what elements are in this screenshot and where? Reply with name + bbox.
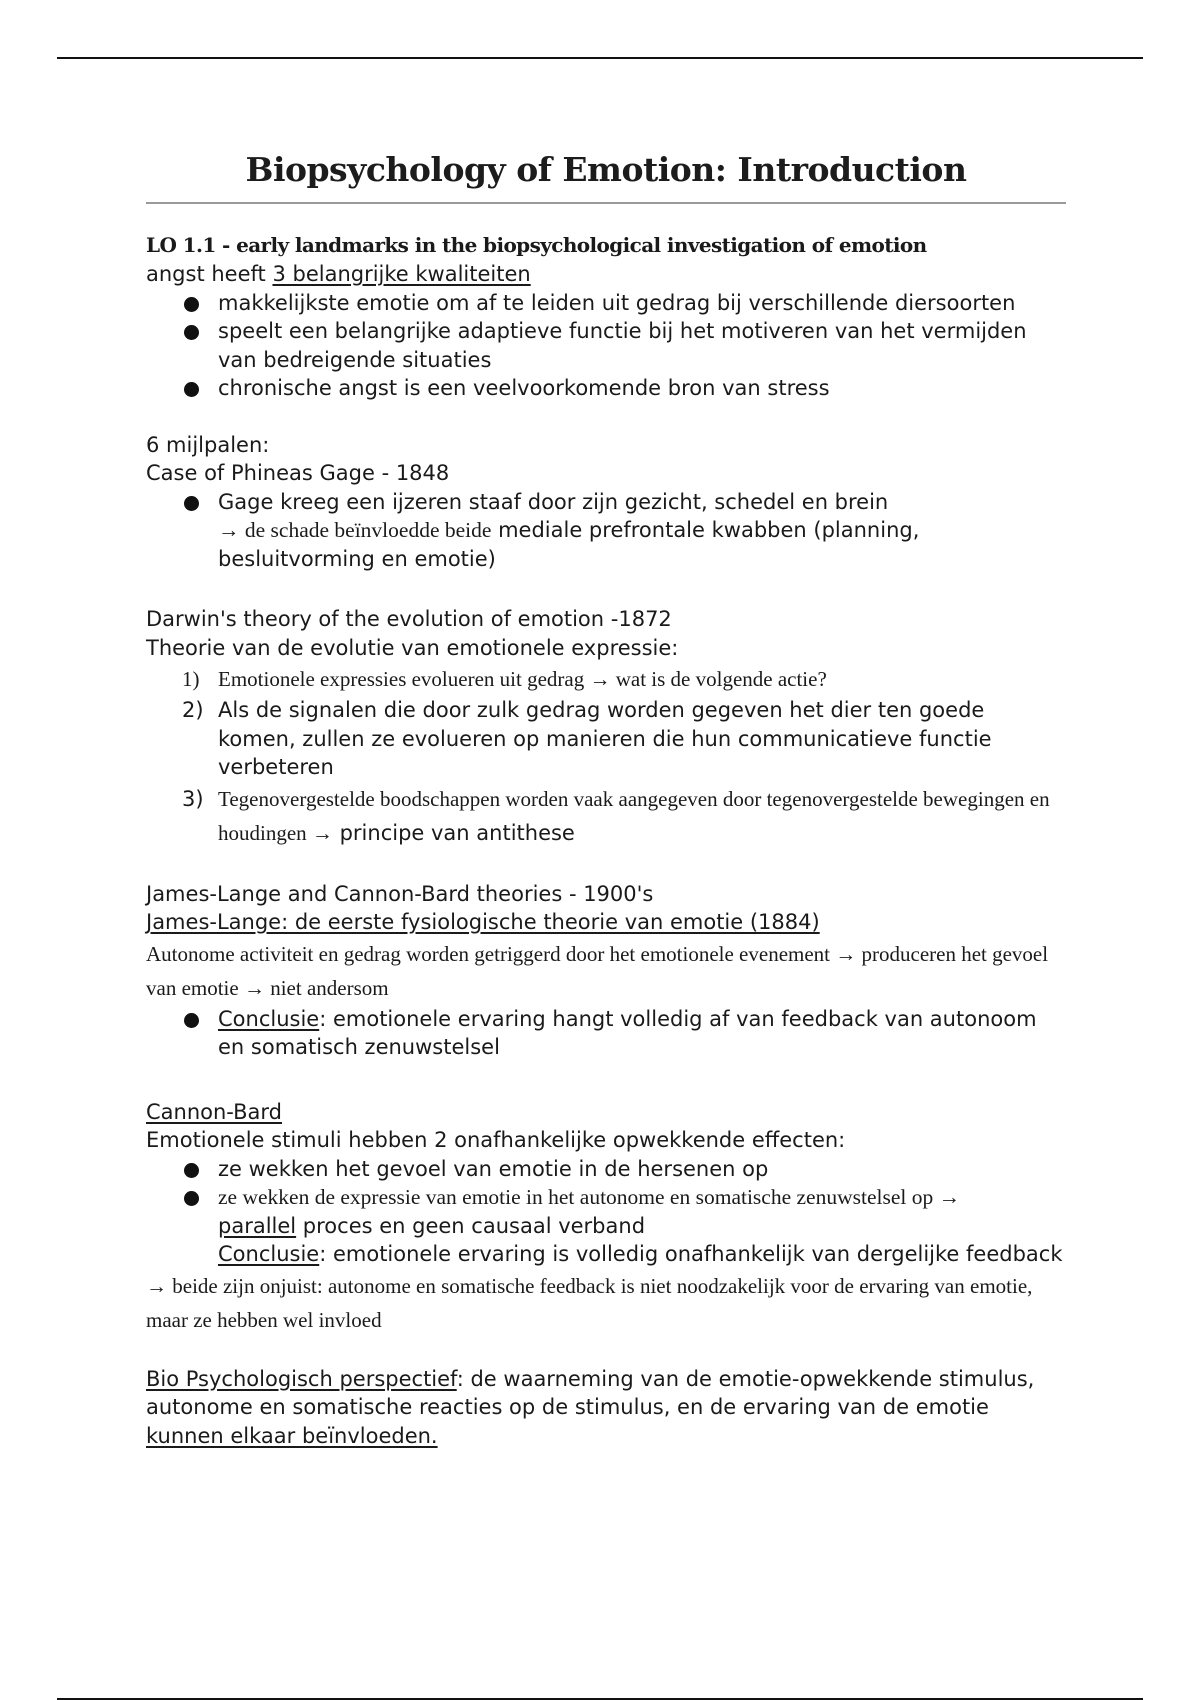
darwin-heading: Darwin's theory of the evolution of emotion -1872	[146, 607, 672, 631]
document-body	[146, 146, 1066, 1450]
lo-heading: LO 1.1 - early landmarks in the biopsychological investigation of emotion	[146, 233, 927, 257]
darwin-numbered-list	[146, 662, 1066, 850]
gage-serif: → de schade beïnvloedde beide	[218, 518, 492, 542]
list-number: 1)	[182, 667, 200, 691]
intro-prefix: angst heeft	[146, 262, 273, 286]
list-item	[146, 1005, 1066, 1062]
gage-bullet-list	[146, 488, 1066, 574]
intro-line	[146, 260, 1066, 289]
james-lange-subheading: James-Lange: de eerste fysiologische theorie van emotie (1884)	[146, 910, 820, 934]
darwin-item1-serif: Emotionele expressies evolueren uit gedrag → wat is de volgende actie?	[218, 667, 827, 691]
darwin-item2-text: Als de signalen die door zulk gedrag worden gegeven het dier ten goede komen, zullen ze evolueren op manieren die hun communicatieve functie verbeteren	[218, 698, 992, 779]
cannon-bard-note: → beide zijn onjuist: autonome en somatische feedback is niet noodzakelijk voor de ervaring van emotie, maar ze hebben wel invloed	[146, 1273, 1033, 1332]
list-item	[146, 488, 1066, 574]
title-divider	[146, 202, 1066, 204]
gage-heading: Case of Phineas Gage - 1848	[146, 461, 450, 485]
darwin-subheading: Theorie van de evolutie van emotionele expressie:	[146, 635, 679, 660]
list-item: speelt een belangrijke adaptieve functie bij het motiveren van het vermijden van bedreigende situaties	[146, 317, 1066, 374]
bio-text: : de waarneming van de emotie-opwekkende stimulus, autonome en somatische reacties op de stimulus, en de ervaring van de emotie	[146, 1366, 1035, 1419]
list-item: ze wekken het gevoel van emotie in de hersenen op	[146, 1155, 1066, 1184]
list-item	[146, 1183, 1066, 1269]
gage-rest: mediale prefrontale kwabben (planning, besluitvorming en emotie)	[218, 518, 920, 571]
james-lange-bullet-list	[146, 1005, 1066, 1062]
list-number: 2)	[182, 698, 204, 722]
james-lange-heading: James-Lange and Cannon-Bard theories - 1900's	[146, 881, 654, 906]
cannon-bard-intro: Emotionele stimuli hebben 2 onafhankelijke opwekkende effecten:	[146, 1128, 846, 1152]
darwin-item3-rest: principe van antithese	[332, 820, 575, 845]
intro-bullet-list	[146, 289, 1066, 403]
bio-underlined-end: kunnen elkaar beïnvloeden.	[146, 1423, 438, 1448]
conclusion-text: : emotionele ervaring is volledig onafhankelijk van dergelijke feedback	[319, 1242, 1063, 1266]
list-number: 3)	[182, 786, 204, 811]
parallel-word: parallel	[218, 1213, 297, 1238]
list-item	[146, 782, 1066, 850]
bio-perspective	[146, 1365, 1066, 1451]
cannon-bullet2-rest: proces en geen causaal verband	[296, 1213, 646, 1238]
intro-underlined: 3 belangrijke kwaliteiten	[272, 262, 531, 286]
list-item	[146, 696, 1066, 782]
conclusion-label: Conclusie	[218, 1242, 320, 1266]
gage-line1: Gage kreeg een ijzeren staaf door zijn gezicht, schedel en brein	[218, 489, 889, 514]
darwin-item3-serif: Tegenovergestelde boodschappen worden vaak aangegeven door tegenovergestelde bewegingen en houdingen →	[218, 786, 1050, 845]
bio-label: Bio Psychologisch perspectief	[146, 1366, 457, 1391]
list-item: makkelijkste emotie om af te leiden uit gedrag bij verschillende diersoorten	[146, 289, 1066, 318]
list-item: chronische angst is een veelvoorkomende bron van stress	[146, 374, 1066, 403]
cannon-bullet2-serif: ze wekken de expressie van emotie in het autonome en somatische zenuwstelsel op →	[218, 1185, 961, 1209]
list-item	[146, 662, 1066, 696]
james-lange-paragraph: Autonome activiteit en gedrag worden getriggerd door het emotionele evenement → produceren het gevoel van emotie → niet andersom	[146, 941, 1049, 1000]
cannon-bard-bullet-list	[146, 1155, 1066, 1269]
cannon-bard-heading: Cannon-Bard	[146, 1099, 283, 1124]
top-rule	[57, 57, 1143, 59]
conclusion-label: Conclusie	[218, 1006, 320, 1031]
conclusion-text: : emotionele ervaring hangt volledig af van feedback van autonoom en somatisch zenuwstelsel	[218, 1006, 1037, 1059]
milestones-label: 6 mijlpalen:	[146, 432, 270, 457]
page-title: Biopsychology of Emotion: Introduction	[245, 150, 967, 189]
